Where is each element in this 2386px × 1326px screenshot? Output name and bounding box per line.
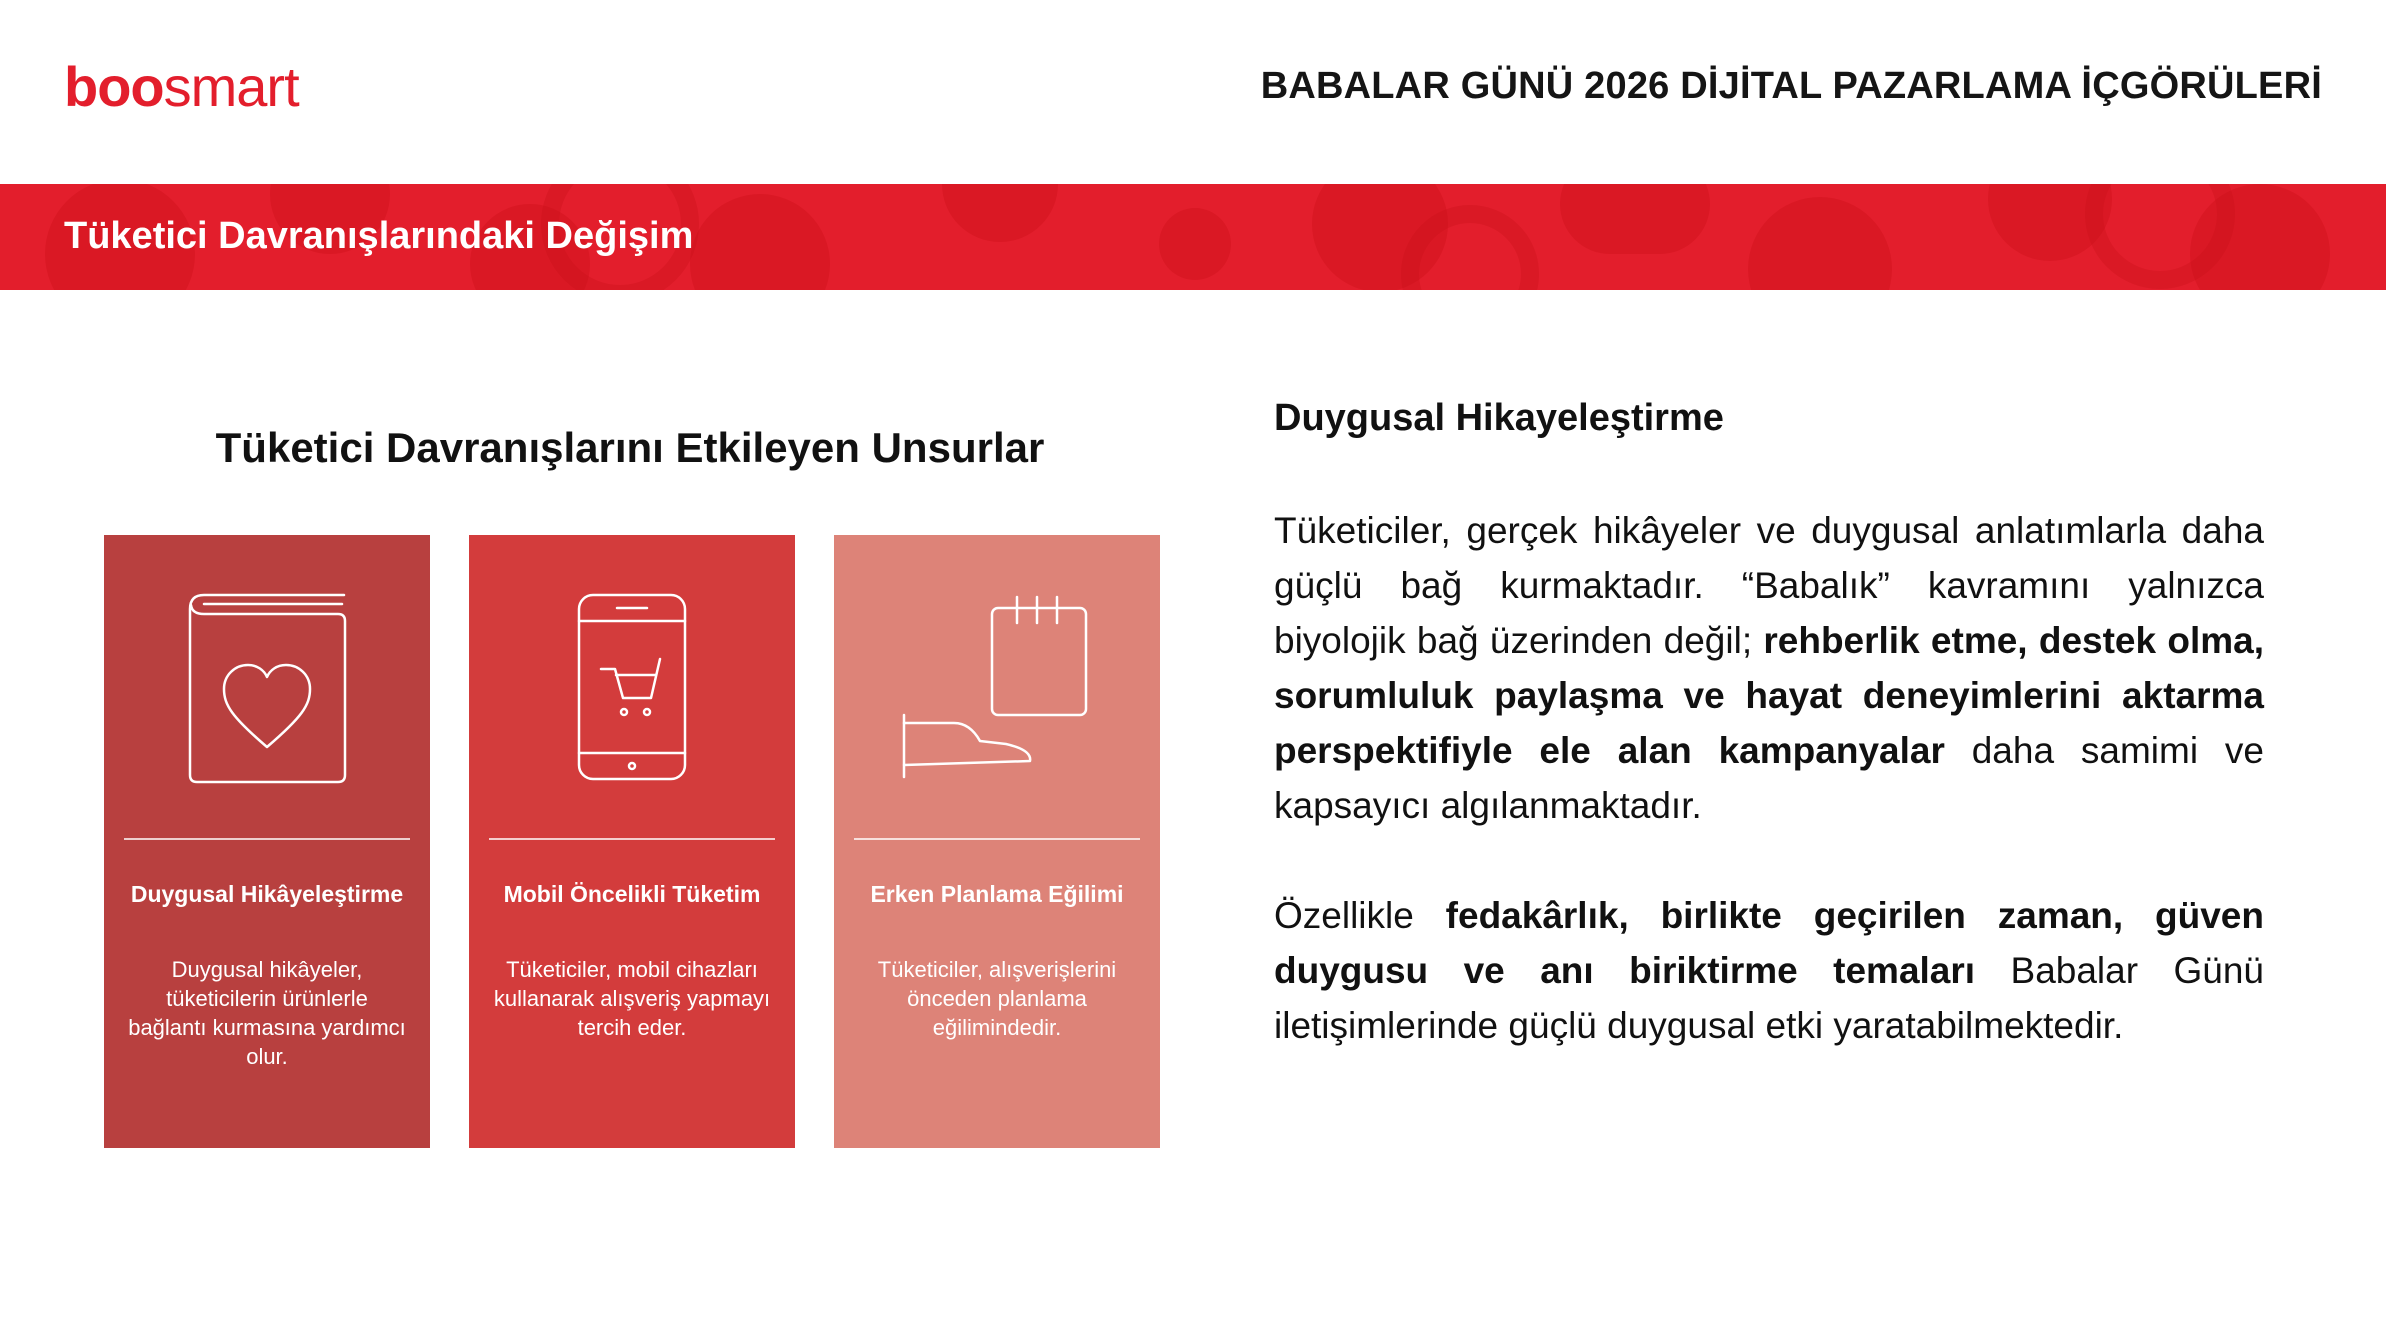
right-heading: Duygusal Hikayeleştirme (1274, 397, 1724, 439)
card-title: Erken Planlama Eğilimi (870, 881, 1124, 907)
banner-title: Tüketici Davranışlarındaki Değişim (64, 215, 694, 257)
report-title: BABALAR GÜNÜ 2026 DİJİTAL PAZARLAMA İÇGÖRÜLERİ (1260, 65, 2322, 107)
paragraph-1 (1274, 503, 2264, 833)
paragraph-2-text-a: Özellikle (1274, 895, 1446, 936)
card-mobile-first (469, 535, 795, 1148)
card-title: Mobil Öncelikli Tüketim (503, 881, 761, 907)
paragraph-1-text-a: Tüketiciler, gerçek hikâyeler ve duygusal anlatımlarla daha güçlü bağ kurmaktadır. “Babalık” kavramını yalnızca biyolojik bağ üzerinden değil; (1274, 510, 2264, 661)
calendar-hand-icon (834, 535, 1160, 835)
card-description: Tüketiciler, alışverişlerini önceden planlama eğilimindedir. (877, 957, 1117, 1040)
paragraph-2-text-c: Babalar Günü iletişimlerinde güçlü duygusal etki yaratabilmektedir. (1274, 950, 2265, 1046)
card-divider (124, 838, 410, 840)
card-divider (854, 838, 1140, 840)
card-emotional-storytelling (104, 535, 430, 1148)
book-heart-icon (104, 535, 430, 835)
logo-text-light: smart (163, 55, 299, 118)
paragraph-1-bold: rehberlik etme, destek olma, sorumluluk paylaşma ve hayat deneyimlerini aktarma perspektifiyle ele alan kampanyalar (1274, 620, 2264, 771)
card-description: Tüketiciler, mobil cihazları kullanarak alışveriş yapmayı tercih eder. (493, 957, 771, 1040)
section-banner (0, 184, 2386, 290)
card-divider (489, 838, 775, 840)
logo-text-bold: boo (64, 55, 164, 118)
section-title: Tüketici Davranışlarını Etkileyen Unsurlar (215, 424, 1045, 471)
paragraph-1-text-c: daha samimi ve kapsayıcı algılanmaktadır. (1274, 730, 2264, 826)
card-description: Duygusal hikâyeler, tüketicilerin ürünlerle bağlantı kurmasına yardımcı olur. (128, 957, 406, 1069)
mobile-cart-icon (469, 535, 795, 835)
paragraph-2-bold: fedakârlık, birlikte geçirilen zaman, güven duygusu ve anı biriktirme temaları (1274, 895, 2264, 991)
card-title: Duygusal Hikâyeleştirme (130, 881, 404, 907)
card-early-planning (834, 535, 1160, 1148)
boosmart-logo[interactable] (64, 52, 299, 122)
paragraph-2 (1274, 888, 2264, 1053)
